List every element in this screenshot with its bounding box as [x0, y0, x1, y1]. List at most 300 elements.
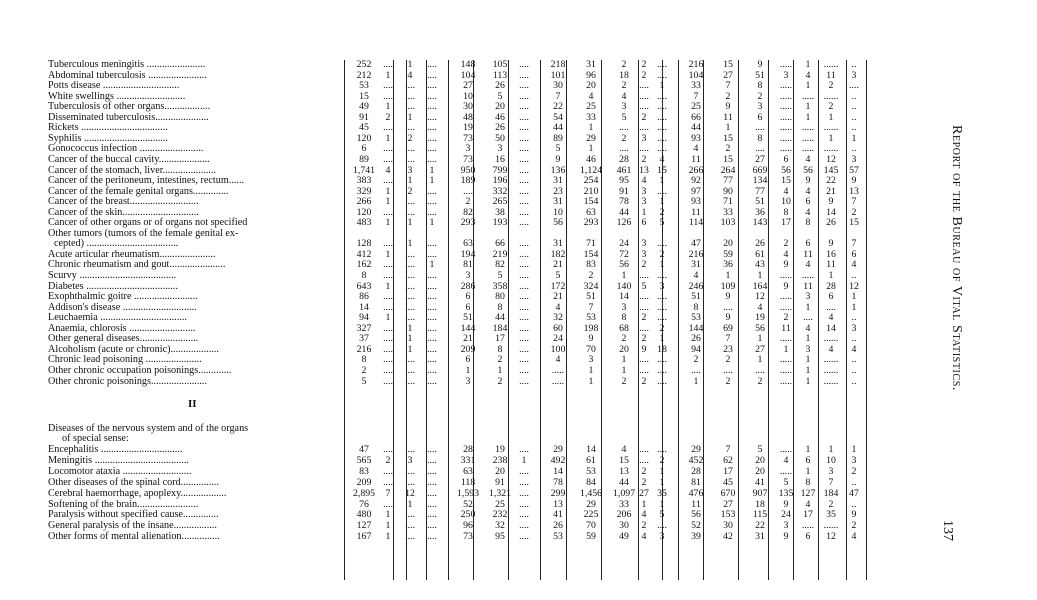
table-cell: 6: [465, 291, 471, 303]
table-cell: 12: [826, 531, 836, 543]
table-cell: 59: [586, 531, 596, 543]
table-cell: 329: [356, 185, 372, 197]
table-cell: 1: [621, 364, 627, 376]
table-cell: 2,895: [352, 487, 376, 499]
table-cell: 799: [492, 164, 508, 176]
table-cell: ....: [519, 291, 529, 303]
table-cell: 2: [659, 206, 665, 218]
table-cell: 246: [688, 280, 704, 292]
table-cell: 14: [586, 444, 596, 456]
table-cell: 43: [755, 259, 765, 271]
table-cell: 5: [783, 476, 789, 488]
table-cell: 20: [755, 465, 765, 477]
table-cell: 154: [583, 248, 599, 260]
table-cell: 10: [463, 90, 473, 102]
table-cell: 18: [619, 69, 629, 81]
table-cell: 4: [805, 259, 811, 271]
table-cell: ......: [823, 122, 839, 134]
table-cell: ..: [851, 375, 857, 387]
table-cell: ....: [427, 90, 437, 102]
table-cell: 13: [849, 185, 859, 197]
table-cell: 8: [805, 476, 811, 488]
table-cell: 148: [460, 59, 476, 70]
table-cell: ....: [519, 509, 529, 521]
table-cell: 143: [752, 217, 768, 229]
table-cell: 23: [723, 343, 733, 355]
table-cell: ....: [427, 196, 437, 208]
table-cell: 120: [356, 132, 372, 144]
table-cell: ......: [823, 520, 839, 532]
table-cell: 17: [781, 217, 791, 229]
table-cell: 2: [407, 185, 413, 197]
table-cell: 2: [851, 206, 857, 218]
table-cell: 9: [588, 333, 594, 345]
table-cell: ....: [405, 444, 415, 456]
table-cell: 264: [720, 164, 736, 176]
table-cell: 286: [460, 280, 476, 292]
table-cell: 198: [583, 322, 599, 334]
table-cell: 20: [723, 238, 733, 250]
table-cell: ....: [405, 280, 415, 292]
table-cell: ....: [427, 333, 437, 345]
table-cell: ....: [657, 59, 667, 70]
row-label: Alcoholism (acute or chronic)...................: [48, 343, 219, 355]
table-cell: 196: [492, 175, 508, 187]
table-cell: 1: [407, 111, 413, 123]
table-cell: 1: [385, 531, 391, 543]
table-cell: 3: [757, 101, 763, 113]
table-cell: .....: [779, 465, 793, 477]
table-cell: 26: [755, 238, 765, 250]
table-cell: 8: [805, 217, 811, 229]
table-cell: 21: [553, 291, 563, 303]
table-cell: 28: [619, 153, 629, 165]
table-cell: ....: [657, 238, 667, 250]
table-cell: 4: [693, 270, 699, 281]
row-label: Other forms of mental alienation...............: [48, 531, 220, 543]
table-cell: 1: [828, 270, 834, 281]
row-label: Cancer of other organs or of organs not specified: [48, 217, 248, 229]
row-label: Leuchaemia ..................................: [48, 312, 187, 324]
table-cell: 1: [385, 132, 391, 144]
table-cell: ....: [519, 333, 529, 345]
table-cell: 3: [465, 270, 471, 281]
table-cell: ....: [639, 122, 649, 134]
table-cell: 7: [385, 487, 391, 499]
table-cell: ....: [405, 270, 415, 281]
table-cell: ....: [519, 322, 529, 334]
table-cell: ....: [657, 354, 667, 366]
table-cell: 3: [621, 301, 627, 313]
table-cell: ..: [851, 59, 857, 70]
table-cell: 6: [465, 301, 471, 313]
table-cell: 15: [359, 90, 369, 102]
table-cell: 31: [553, 175, 563, 187]
table-cell: 2: [497, 354, 503, 366]
table-cell: 4: [828, 312, 834, 324]
row-label: Other tumors (tumors of the female genital ex-: [48, 227, 239, 239]
table-cell: ....: [519, 343, 529, 355]
table-cell: 6: [805, 196, 811, 208]
table-cell: 63: [463, 238, 473, 250]
table-cell: 81: [691, 476, 701, 488]
table-cell: ....: [519, 164, 529, 176]
table-cell: 80: [495, 291, 505, 303]
table-cell: 10: [826, 454, 836, 466]
table-cell: .....: [779, 101, 793, 113]
table-cell: 907: [752, 487, 768, 499]
table-cell: 2: [641, 59, 647, 70]
table-cell: ....: [639, 270, 649, 281]
table-cell: 2: [693, 354, 699, 366]
table-cell: 1: [588, 143, 594, 155]
table-cell: 154: [583, 196, 599, 208]
table-cell: 19: [463, 122, 473, 134]
table-cell: 29: [586, 498, 596, 510]
table-cell: ....: [405, 122, 415, 134]
table-cell: 9: [828, 238, 834, 250]
table-cell: ....: [383, 364, 393, 376]
table-cell: 73: [463, 531, 473, 543]
table-cell: ....: [519, 111, 529, 123]
table-cell: ....: [427, 280, 437, 292]
table-cell: 167: [356, 531, 372, 543]
table-cell: 1: [641, 206, 647, 218]
row-label: Meningitis .....................................: [48, 454, 189, 466]
table-cell: 8: [757, 132, 763, 144]
table-cell: 1: [407, 59, 413, 70]
table-cell: 18: [755, 498, 765, 510]
table-cell: .....: [779, 111, 793, 123]
table-cell: 1,321: [488, 487, 512, 499]
table-cell: 29: [691, 444, 701, 456]
table-cell: 3: [783, 520, 789, 532]
table-cell: 3: [805, 343, 811, 355]
table-cell: 670: [720, 487, 736, 499]
table-cell: ....: [519, 301, 529, 313]
table-cell: 210: [583, 185, 599, 197]
table-cell: ....: [639, 301, 649, 313]
table-cell: 140: [616, 280, 632, 292]
table-cell: 4: [783, 185, 789, 197]
table-cell: ....: [427, 143, 437, 155]
table-cell: 69: [723, 322, 733, 334]
table-cell: 1: [805, 111, 811, 123]
table-cell: 4: [641, 175, 647, 187]
table-cell: 96: [463, 520, 473, 532]
table-cell: 2: [659, 454, 665, 466]
section-intro: Diseases of the nervous system and of the organs: [48, 423, 249, 435]
table-cell: ....: [383, 476, 393, 488]
table-cell: 194: [460, 248, 476, 260]
table-cell: 4: [783, 248, 789, 260]
table-cell: ....: [427, 132, 437, 144]
table-cell: 31: [553, 196, 563, 208]
table-cell: 144: [688, 322, 704, 334]
table-cell: 27: [755, 153, 765, 165]
table-cell: 1: [429, 164, 435, 176]
row-label: Cancer of the female genital organs..............: [48, 185, 229, 197]
table-cell: 5: [757, 444, 763, 456]
table-cell: 5: [641, 280, 647, 292]
table-cell: ....: [519, 354, 529, 366]
table-cell: 93: [691, 196, 701, 208]
table-cell: ....: [427, 354, 437, 366]
table-cell: 63: [463, 465, 473, 477]
table-cell: 6: [465, 354, 471, 366]
table-cell: ....: [427, 101, 437, 113]
table-cell: 24: [781, 509, 791, 521]
table-cell: ....: [405, 354, 415, 366]
table-cell: 13: [619, 465, 629, 477]
table-cell: 11: [826, 259, 836, 271]
table-cell: 2: [385, 111, 391, 123]
table-cell: 42: [723, 531, 733, 543]
table-cell: 2: [641, 375, 647, 387]
table-cell: 56: [803, 164, 813, 176]
table-cell: 26: [691, 333, 701, 345]
table-cell: 44: [691, 122, 701, 134]
table-cell: ....: [427, 291, 437, 303]
table-cell: 51: [755, 196, 765, 208]
table-cell: .....: [801, 270, 815, 281]
table-cell: 4: [851, 343, 857, 355]
table-cell: 3: [588, 354, 594, 366]
section-heading: II: [188, 398, 197, 411]
table-cell: 2: [757, 375, 763, 387]
table-cell: 66: [691, 111, 701, 123]
table-cell: 1: [588, 364, 594, 376]
table-cell: 1: [407, 498, 413, 510]
table-cell: ....: [427, 454, 437, 466]
table-cell: ....: [383, 270, 393, 281]
table-cell: 71: [723, 196, 733, 208]
table-cell: 60: [553, 322, 563, 334]
table-cell: ....: [519, 375, 529, 387]
table-cell: ....: [657, 270, 667, 281]
table-cell: 7: [588, 301, 594, 313]
table-cell: ..: [851, 90, 857, 102]
table-cell: 30: [619, 520, 629, 532]
table-cell: 1: [693, 375, 699, 387]
table-cell: 38: [495, 206, 505, 218]
table-cell: 22: [755, 520, 765, 532]
table-cell: 1: [407, 175, 413, 187]
table-cell: 3: [641, 248, 647, 260]
table-cell: 28: [463, 444, 473, 456]
table-cell: ......: [823, 364, 839, 376]
table-cell: .....: [801, 143, 815, 155]
row-label: Rickets ..................................: [48, 122, 168, 134]
table-cell: ....: [405, 312, 415, 324]
table-cell: ....: [405, 153, 415, 165]
table-cell: 127: [800, 487, 816, 499]
table-cell: 2: [783, 238, 789, 250]
table-cell: 89: [359, 153, 369, 165]
table-cell: 2: [725, 375, 731, 387]
table-cell: 2: [641, 465, 647, 477]
table-cell: 6: [783, 153, 789, 165]
table-cell: ....: [405, 259, 415, 271]
table-cell: 950: [460, 164, 476, 176]
table-cell: 5: [497, 270, 503, 281]
table-cell: .....: [779, 301, 793, 313]
table-cell: 24: [553, 333, 563, 345]
table-cell: 36: [723, 259, 733, 271]
table-cell: 91: [619, 185, 629, 197]
table-cell: 56: [691, 509, 701, 521]
table-cell: ......: [823, 354, 839, 366]
table-cell: 1: [385, 248, 391, 260]
table-cell: 25: [586, 101, 596, 113]
table-cell: 1: [385, 520, 391, 532]
table-cell: 53: [553, 531, 563, 543]
table-cell: 20: [495, 465, 505, 477]
table-cell: ....: [405, 291, 415, 303]
table-cell: ....: [405, 101, 415, 113]
table-cell: 2: [783, 312, 789, 324]
table-cell: 27: [723, 69, 733, 81]
table-cell: ....: [383, 259, 393, 271]
table-cell: 20: [755, 454, 765, 466]
table-cell: ....: [427, 520, 437, 532]
row-label: Diabetes ....................................: [48, 280, 178, 292]
table-cell: ..: [851, 111, 857, 123]
table-cell: 2: [641, 153, 647, 165]
table-cell: 3: [851, 454, 857, 466]
table-cell: 21: [463, 333, 473, 345]
table-cell: 52: [691, 520, 701, 532]
table-cell: 45: [359, 122, 369, 134]
table-cell: 293: [460, 217, 476, 229]
table-cell: ....: [519, 476, 529, 488]
table-cell: 1: [805, 301, 811, 313]
table-cell: 4: [851, 531, 857, 543]
table-cell: 15: [723, 59, 733, 70]
table-cell: ....: [383, 375, 393, 387]
table-cell: 1: [465, 364, 471, 376]
table-cell: 164: [752, 280, 768, 292]
table-cell: 5: [659, 509, 665, 521]
table-cell: ....: [405, 248, 415, 260]
table-cell: ....: [405, 196, 415, 208]
table-cell: 1: [429, 175, 435, 187]
table-cell: 4: [588, 90, 594, 102]
table-cell: 78: [619, 196, 629, 208]
table-cell: 9: [783, 498, 789, 510]
table-cell: 83: [586, 259, 596, 271]
table-cell: 51: [691, 291, 701, 303]
row-label: cepted) ....................................: [54, 238, 179, 250]
table-cell: 136: [550, 164, 566, 176]
table-cell: 90: [723, 185, 733, 197]
table-cell: 4: [621, 90, 627, 102]
table-cell: 1: [429, 259, 435, 271]
table-cell: 14: [359, 301, 369, 313]
table-cell: 3: [641, 185, 647, 197]
table-cell: 327: [356, 322, 372, 334]
table-cell: 50: [495, 132, 505, 144]
table-cell: 2: [621, 375, 627, 387]
table-cell: 83: [359, 465, 369, 477]
table-cell: 2: [407, 132, 413, 144]
table-cell: 216: [356, 343, 372, 355]
row-label: Other diseases of the spinal cord...............: [48, 476, 219, 488]
table-cell: 9: [757, 59, 763, 70]
table-cell: ..: [851, 101, 857, 113]
table-cell: 78: [553, 476, 563, 488]
table-cell: 1: [429, 217, 435, 229]
table-cell: 15: [723, 132, 733, 144]
table-cell: 11: [691, 206, 701, 218]
table-cell: 47: [849, 487, 859, 499]
table-cell: 14: [826, 206, 836, 218]
row-label: Anaemia, chlorosis ..........................: [48, 322, 196, 334]
table-cell: 109: [720, 280, 736, 292]
table-cell: 15: [723, 153, 733, 165]
table-cell: ....: [755, 122, 765, 134]
table-cell: 1: [407, 333, 413, 345]
table-cell: 15: [849, 217, 859, 229]
table-cell: 1,097: [612, 487, 636, 499]
table-cell: 193: [492, 217, 508, 229]
table-cell: 61: [586, 454, 596, 466]
table-cell: 32: [553, 312, 563, 324]
table-cell: 2: [725, 354, 731, 366]
table-cell: ....: [755, 364, 765, 376]
table-cell: 33: [691, 80, 701, 92]
row-label: Other chronic occupation poisonings.............: [48, 364, 232, 376]
table-cell: 57: [849, 164, 859, 176]
table-cell: 30: [723, 520, 733, 532]
table-cell: 254: [583, 175, 599, 187]
table-cell: 209: [356, 476, 372, 488]
table-cell: 1: [659, 175, 665, 187]
table-cell: 1,741: [352, 164, 376, 176]
table-cell: 10: [781, 196, 791, 208]
table-cell: 33: [723, 206, 733, 218]
table-cell: 92: [691, 175, 701, 187]
table-cell: ....: [383, 238, 393, 250]
row-label: Exophthalmic goitre .........................: [48, 291, 198, 303]
table-cell: 2: [641, 520, 647, 532]
table-cell: ....: [519, 248, 529, 260]
table-cell: 2: [641, 476, 647, 488]
table-cell: 1: [588, 375, 594, 387]
table-cell: 3: [497, 143, 503, 155]
table-cell: 97: [691, 185, 701, 197]
table-cell: ....: [519, 217, 529, 229]
table-cell: 2: [757, 90, 763, 102]
table-cell: ....: [657, 444, 667, 456]
table-cell: 20: [495, 101, 505, 113]
table-cell: ....: [639, 322, 649, 334]
table-cell: 332: [492, 185, 508, 197]
table-cell: ....: [427, 343, 437, 355]
table-cell: 1: [385, 101, 391, 113]
table-cell: ....: [427, 69, 437, 81]
table-cell: ....: [427, 509, 437, 521]
table-cell: 62: [723, 454, 733, 466]
table-cell: 128: [356, 238, 372, 250]
table-cell: ....: [639, 291, 649, 303]
table-cell: 41: [755, 476, 765, 488]
table-cell: 16: [826, 248, 836, 260]
table-cell: .....: [779, 59, 793, 70]
table-cell: .....: [779, 375, 793, 387]
table-cell: 70: [586, 343, 596, 355]
table-cell: 4: [659, 153, 665, 165]
